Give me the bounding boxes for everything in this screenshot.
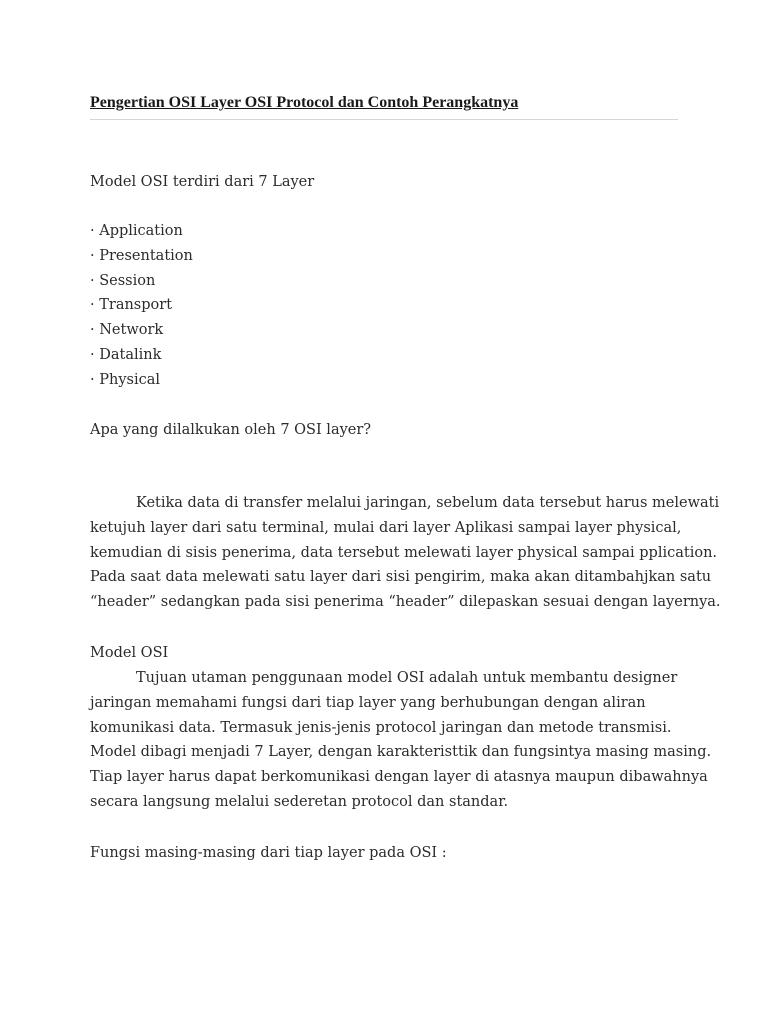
document-title: Pengertian OSI Layer OSI Protocol dan Contoh Perangkatnya [90, 94, 519, 111]
paragraph-line: Model dibagi menjadi 7 Layer, dengan karakteristtik dan fungsintya masing masing. [90, 744, 712, 761]
fungsi-heading: Fungsi masing-masing dari tiap layer pada OSI : [90, 845, 447, 861]
list-item: · Presentation [90, 247, 193, 264]
paragraph-line: Pada saat data melewati satu layer dari sisi pengirim, maka akan ditambahjkan satu [90, 569, 712, 586]
list-item: · Physical [90, 371, 160, 388]
paragraph-line: Tiap layer harus dapat berkomunikasi dengan layer di atasnya maupun dibawahnya [90, 769, 708, 786]
list-item: · Session [90, 272, 156, 289]
list-item: · Datalink [90, 346, 162, 363]
list-item: · Network [90, 322, 164, 339]
list-item: · Application [90, 223, 183, 239]
paragraph-line: secara langsung melalui sederetan protocol dan standar. [90, 793, 509, 810]
model-osi-heading: Model OSI [90, 645, 169, 661]
paragraph-line: ketujuh layer dari satu terminal, mulai dari layer Aplikasi sampai layer physical, [90, 519, 682, 536]
title-divider [90, 119, 678, 120]
paragraph-line: kemudian di sisis penerima, data tersebut melewati layer physical sampai pplication. [90, 544, 718, 561]
paragraph-line: Tujuan utaman penggunaan model OSI adalah untuk membantu designer [136, 670, 678, 686]
paragraph-transfer [90, 491, 721, 615]
intro-text: Model OSI terdiri dari 7 Layer [90, 174, 315, 190]
paragraph-line: komunikasi data. Termasuk jenis-jenis protocol jaringan dan metode transmisi. [90, 719, 672, 736]
paragraph-line: jaringan memahami fungsi dari tiap layer yang berhubungan dengan aliran [90, 694, 646, 711]
list-item: · Transport [90, 297, 173, 314]
question-text: Apa yang dilalkukan oleh 7 OSI layer? [90, 422, 372, 438]
paragraph-model-osi [90, 666, 712, 815]
paragraph-line: “header” sedangkan pada sisi penerima “header” dilepaskan sesuai dengan layernya. [90, 594, 721, 611]
paragraph-line: Ketika data di transfer melalui jaringan, sebelum data tersebut harus melewati [136, 495, 720, 511]
osi-layer-list [90, 219, 193, 393]
